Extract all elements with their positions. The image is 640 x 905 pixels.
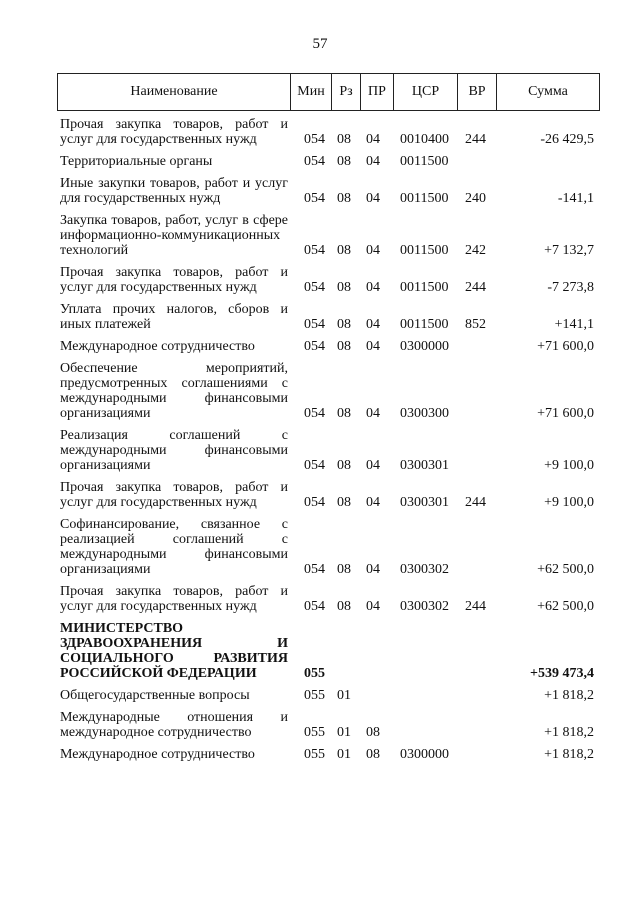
- cell-rz: 01: [337, 688, 351, 703]
- cell-rz: 08: [337, 154, 351, 169]
- cell-sum: +62 500,0: [537, 599, 594, 614]
- cell-rz: 08: [337, 317, 351, 332]
- cell-csr: 0011500: [400, 280, 449, 295]
- table-row: [60, 302, 600, 332]
- cell-csr: 0300301: [400, 495, 449, 510]
- cell-min: 054: [304, 495, 325, 510]
- cell-vr: 244: [465, 280, 486, 295]
- cell-pr: 04: [366, 132, 380, 147]
- cell-rz: 08: [337, 132, 351, 147]
- cell-sum: +71 600,0: [537, 339, 594, 354]
- cell-vr: 242: [465, 243, 486, 258]
- cell-name: Прочая закупка товаров, работ и услуг для государственных нужд: [60, 117, 288, 147]
- table-row: [60, 621, 600, 681]
- cell-vr: 244: [465, 495, 486, 510]
- cell-sum: +539 473,4: [530, 666, 594, 681]
- header-name: Наименование: [130, 84, 218, 99]
- cell-sum: -141,1: [557, 191, 594, 206]
- cell-rz: 08: [337, 458, 351, 473]
- cell-sum: +1 818,2: [544, 725, 594, 740]
- page-number: 57: [312, 36, 328, 52]
- table-header: [57, 73, 600, 111]
- cell-pr: 08: [366, 747, 380, 762]
- table-row: [60, 176, 600, 206]
- table-row: [60, 688, 600, 703]
- cell-name: Международное сотрудничество: [60, 339, 255, 354]
- cell-vr: 244: [465, 599, 486, 614]
- cell-rz: 08: [337, 599, 351, 614]
- cell-vr: 244: [465, 132, 486, 147]
- cell-csr: 0300302: [400, 562, 449, 577]
- cell-name: Обеспечение мероприятий, предусмотренных соглашениями с международными финансовыми организациями: [60, 361, 288, 421]
- cell-min: 055: [304, 666, 325, 681]
- cell-sum: +62 500,0: [537, 562, 594, 577]
- cell-name: Территориальные органы: [60, 154, 213, 169]
- cell-name: Международные отношения и международное сотрудничество: [60, 710, 288, 740]
- cell-rz: 08: [337, 243, 351, 258]
- cell-name: Закупка товаров, работ, услуг в сфере информационно-коммуникационных технологий: [60, 213, 288, 258]
- cell-min: 055: [304, 747, 325, 762]
- cell-vr: 240: [465, 191, 486, 206]
- table-row: [60, 339, 600, 354]
- cell-csr: 0300000: [400, 747, 449, 762]
- cell-rz: 08: [337, 562, 351, 577]
- cell-name: Уплата прочих налогов, сборов и иных платежей: [60, 302, 288, 332]
- cell-pr: 04: [366, 562, 380, 577]
- cell-name: Реализация соглашений с международными финансовыми организациями: [60, 428, 288, 473]
- cell-csr: 0300000: [400, 339, 449, 354]
- cell-csr: 0011500: [400, 191, 449, 206]
- table-row: [60, 710, 600, 740]
- cell-rz: 01: [337, 747, 351, 762]
- cell-min: 054: [304, 406, 325, 421]
- cell-min: 054: [304, 458, 325, 473]
- cell-csr: 0010400: [400, 132, 449, 147]
- cell-min: 054: [304, 132, 325, 147]
- cell-rz: 08: [337, 406, 351, 421]
- cell-rz: 08: [337, 191, 351, 206]
- table-row: [60, 517, 600, 577]
- cell-pr: 04: [366, 280, 380, 295]
- header-min: Мин: [290, 74, 331, 110]
- cell-name: Иные закупки товаров, работ и услуг для государственных нужд: [60, 176, 288, 206]
- cell-pr: 04: [366, 154, 380, 169]
- cell-csr: 0011500: [400, 154, 449, 169]
- table-row: [60, 480, 600, 510]
- cell-min: 054: [304, 317, 325, 332]
- table-row: [60, 584, 600, 614]
- cell-pr: 04: [366, 458, 380, 473]
- cell-min: 054: [304, 154, 325, 169]
- cell-name: Прочая закупка товаров, работ и услуг для государственных нужд: [60, 480, 288, 510]
- cell-min: 054: [304, 243, 325, 258]
- cell-rz: 08: [337, 280, 351, 295]
- cell-sum: -26 429,5: [540, 132, 594, 147]
- cell-min: 054: [304, 599, 325, 614]
- cell-pr: 04: [366, 495, 380, 510]
- table-row: [60, 213, 600, 258]
- header-pr: ПР: [360, 74, 393, 110]
- header-vr: ВР: [457, 74, 496, 110]
- cell-csr: 0300301: [400, 458, 449, 473]
- cell-sum: +9 100,0: [544, 458, 594, 473]
- cell-pr: 08: [366, 725, 380, 740]
- table-body: [60, 117, 600, 769]
- table-row: [60, 361, 600, 421]
- header-csr: ЦСР: [393, 74, 457, 110]
- cell-sum: +9 100,0: [544, 495, 594, 510]
- cell-name: Международное сотрудничество: [60, 747, 255, 762]
- cell-pr: 04: [366, 406, 380, 421]
- cell-min: 054: [304, 562, 325, 577]
- cell-pr: 04: [366, 317, 380, 332]
- cell-sum: +141,1: [554, 317, 594, 332]
- table-row: [60, 428, 600, 473]
- cell-name: МИНИСТЕРСТВО ЗДРАВООХРАНЕНИЯ И СОЦИАЛЬНОГО РАЗВИТИЯ РОССИЙСКОЙ ФЕДЕРАЦИИ: [60, 621, 288, 681]
- cell-min: 055: [304, 688, 325, 703]
- cell-csr: 0300300: [400, 406, 449, 421]
- table-row: [60, 747, 600, 762]
- table-row: [60, 154, 600, 169]
- cell-sum: -7 273,8: [547, 280, 594, 295]
- cell-pr: 04: [366, 599, 380, 614]
- cell-sum: +7 132,7: [544, 243, 594, 258]
- table-row: [60, 265, 600, 295]
- cell-name: Общегосударственные вопросы: [60, 688, 250, 703]
- cell-name: Прочая закупка товаров, работ и услуг для государственных нужд: [60, 265, 288, 295]
- cell-pr: 04: [366, 243, 380, 258]
- cell-rz: 08: [337, 495, 351, 510]
- cell-csr: 0011500: [400, 317, 449, 332]
- cell-min: 054: [304, 191, 325, 206]
- cell-csr: 0300302: [400, 599, 449, 614]
- cell-sum: +1 818,2: [544, 688, 594, 703]
- cell-sum: +71 600,0: [537, 406, 594, 421]
- cell-rz: 01: [337, 725, 351, 740]
- cell-name: Прочая закупка товаров, работ и услуг для государственных нужд: [60, 584, 288, 614]
- cell-sum: +1 818,2: [544, 747, 594, 762]
- cell-pr: 04: [366, 191, 380, 206]
- cell-min: 054: [304, 339, 325, 354]
- cell-name: Софинансирование, связанное с реализацией соглашений с международными финансовыми организациями: [60, 517, 288, 577]
- cell-csr: 0011500: [400, 243, 449, 258]
- header-sum: Сумма: [496, 74, 599, 110]
- cell-min: 055: [304, 725, 325, 740]
- cell-vr: 852: [465, 317, 486, 332]
- header-rz: Рз: [331, 74, 360, 110]
- cell-rz: 08: [337, 339, 351, 354]
- table-row: [60, 117, 600, 147]
- cell-pr: 04: [366, 339, 380, 354]
- cell-min: 054: [304, 280, 325, 295]
